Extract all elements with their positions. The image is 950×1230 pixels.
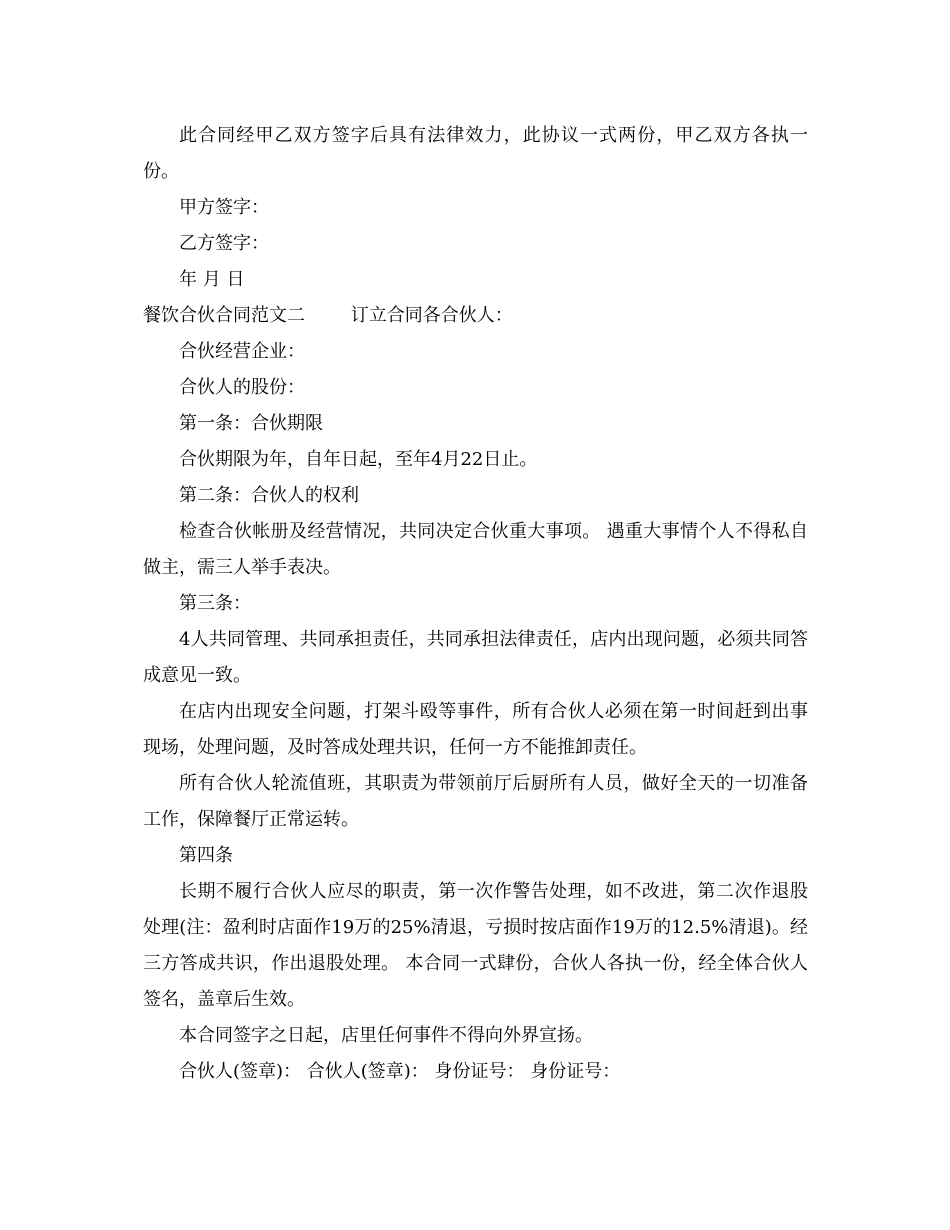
article-4-heading: 第四条 [179,845,233,866]
article-3-body-3: 所有合伙人轮流值班，其职责为带领前厅后厨所有人员，做好全天的一切准备工作，保障餐厅正常运转。 [143,773,808,830]
paragraph-validity: 此合同经甲乙双方签字后具有法律效力，此协议一式两份，甲乙双方各执一份。 [143,125,808,182]
partnership-enterprise: 合伙经营企业： [179,341,305,362]
date-line: 年 月 日 [179,269,245,290]
article-2-body: 检查合伙帐册及经营情况，共同决定合伙重大事项。 遇重大事情个人不得私自做主，需三人举手表决。 [143,521,808,578]
article-3-body-1: 4人共同管理、共同承担责任，共同承担法律责任，店内出现问题，必须共同答成意见一致。 [143,629,808,686]
article-1-heading: 第一条：合伙期限 [179,413,323,434]
section-title: 餐饮合伙合同范文二 订立合同各合伙人： [143,305,513,326]
party-a-signature: 甲方签字： [179,197,269,218]
article-1-body: 合伙期限为年，自年日起，至年4月22日止。 [179,449,538,470]
signature-line: 合伙人(签章)： 合伙人(签章)： 身份证号： 身份证号： [179,1061,621,1082]
article-3-body-2: 在店内出现安全问题，打架斗殴等事件，所有合伙人必须在第一时间赶到出事现场，处理问题，及时答成处理共识，任何一方不能推卸责任。 [143,701,808,758]
article-2-heading: 第二条：合伙人的权利 [179,485,359,506]
document-body [143,118,808,1090]
party-b-signature: 乙方签字： [179,233,269,254]
article-3-heading: 第三条： [179,593,251,614]
partner-shares: 合伙人的股份： [179,377,305,398]
confidentiality-clause: 本合同签字之日起，店里任何事件不得向外界宣扬。 [179,1025,593,1046]
article-4-body: 长期不履行合伙人应尽的职责，第一次作警告处理，如不改进，第二次作退股处理(注：盈利时店面作19万的25%清退，亏损时按店面作19万的12.5%清退)。经三方答成共识，作出退股处理。 本合同一式肆份，合伙人各执一份，经全体合伙人签名，盖章后生效。 [143,881,808,1010]
